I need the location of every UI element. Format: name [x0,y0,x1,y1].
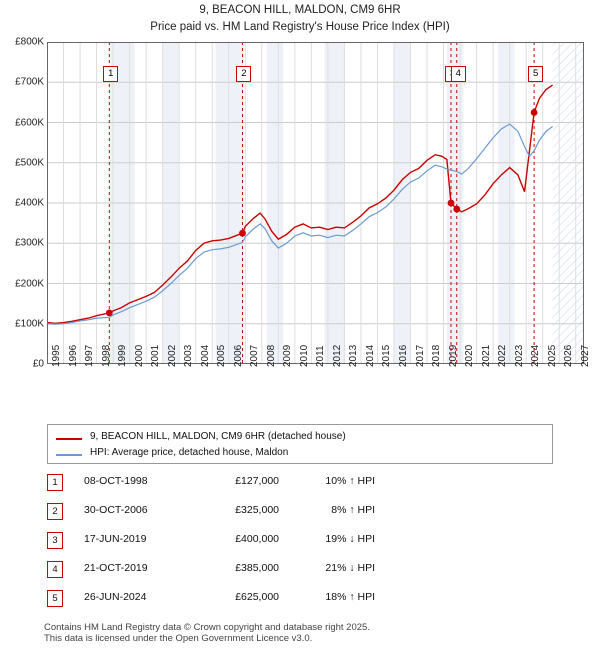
x-axis-tick-label: 2003 [183,344,195,367]
x-axis-tick-label: 2009 [282,344,294,367]
legend [47,424,553,464]
x-axis-tick-label: 2001 [150,344,162,367]
footer-line-1: Contains HM Land Registry data © Crown copyright and database right 2025. [44,622,370,633]
x-axis-tick-label: 2022 [497,344,509,367]
sale-price: £400,000 [235,533,279,545]
sale-price: £325,000 [235,504,279,516]
y-axis-tick-label: £100K [15,318,44,330]
sale-marker-badge[interactable]: 1 [103,66,118,82]
sale-hpi-delta: 18% ↑ HPI [325,591,375,603]
sale-marker-badge[interactable]: 5 [528,66,543,82]
y-axis-tick-label: £500K [15,157,44,169]
y-axis-tick-label: £800K [15,36,44,48]
sale-point-dot [239,230,246,237]
x-axis-tick-label: 1998 [100,344,112,367]
sale-date: 30-OCT-2006 [84,504,148,516]
x-axis-tick-label: 2010 [298,344,310,367]
legend-label: HPI: Average price, detached house, Maldon [90,447,289,458]
x-axis-tick-label: 1997 [84,344,96,367]
footer-line-2: This data is licensed under the Open Government Licence v3.0. [44,633,313,644]
sale-price: £385,000 [235,562,279,574]
x-axis-tick-label: 2025 [546,344,558,367]
sale-hpi-delta: 8% ↑ HPI [331,504,375,516]
sale-point-dot [453,206,460,213]
y-axis-tick-label: £200K [15,278,44,289]
x-axis-tick-label: 2008 [265,344,277,367]
table-row [47,472,551,493]
x-axis-tick-label: 2016 [397,344,409,367]
x-axis-tick-label: 2017 [414,344,426,367]
x-axis-tick-label: 2006 [232,344,244,367]
x-axis-tick-label: 2019 [447,344,459,367]
y-axis-tick-label: £300K [15,237,44,249]
x-axis-tick-label: 2007 [249,344,261,367]
x-axis-tick-label: 2027 [579,344,591,367]
sale-row-number: 2 [47,503,63,520]
sale-row-number: 5 [47,590,63,607]
sale-row-number: 1 [47,474,63,491]
table-row [47,501,551,522]
legend-swatch [56,438,82,440]
chart-svg [47,42,584,364]
x-axis-tick-label: 2024 [530,344,542,367]
x-axis-tick-label: 2018 [431,344,443,367]
sale-hpi-delta: 21% ↓ HPI [325,562,375,574]
x-axis-tick-label: 2000 [133,344,145,367]
y-axis-tick-label: £0 [32,358,44,370]
x-axis-tick-label: 1995 [51,344,62,367]
x-axis-tick-label: 2014 [364,344,376,367]
page-subtitle: Price paid vs. HM Land Registry's House Price Index (HPI) [150,21,450,33]
x-axis-tick-label: 2013 [348,344,360,367]
sale-date: 21-OCT-2019 [84,562,148,574]
page-title: 9, BEACON HILL, MALDON, CM9 6HR [199,4,401,16]
x-axis-tick-label: 1996 [67,344,79,367]
sale-price: £127,000 [235,475,279,487]
y-axis-tick-label: £400K [15,197,44,209]
plot-area [47,42,584,364]
table-row [47,588,551,609]
sale-date: 17-JUN-2019 [84,533,147,545]
sale-date: 08-OCT-1998 [84,475,148,487]
table-row [47,530,551,551]
x-axis-tick-label: 2026 [563,344,575,367]
x-axis-tick-label: 1999 [117,344,129,367]
sale-point-dot [448,200,455,207]
legend-label: 9, BEACON HILL, MALDON, CM9 6HR (detached house) [90,431,346,442]
sale-row-number: 4 [47,561,63,578]
x-axis-tick-label: 2004 [199,344,211,367]
x-axis-tick-label: 2020 [464,344,476,367]
x-axis-tick-label: 2005 [216,344,228,367]
sale-marker-badge[interactable]: 2 [236,66,251,82]
x-axis-tick-label: 2011 [315,345,327,367]
table-row [47,559,551,580]
sale-hpi-delta: 19% ↓ HPI [325,533,375,545]
y-axis-tick-label: £600K [15,117,44,128]
sale-marker-badge[interactable]: 4 [451,66,466,82]
sale-point-dot [106,309,113,316]
x-axis-tick-label: 2021 [480,344,492,367]
x-axis-tick-label: 2023 [513,344,525,367]
sale-hpi-delta: 10% ↑ HPI [325,475,375,487]
x-axis-tick-label: 2002 [166,344,178,367]
x-axis-labels [0,344,600,407]
sale-row-number: 3 [47,532,63,549]
sale-point-dot [531,109,538,116]
x-axis-tick-label: 2012 [331,344,343,367]
legend-swatch [56,454,82,456]
sale-price: £625,000 [235,591,279,603]
sale-date: 26-JUN-2024 [84,591,147,603]
x-axis-tick-label: 2015 [381,344,393,367]
y-axis-tick-label: £700K [15,76,44,88]
